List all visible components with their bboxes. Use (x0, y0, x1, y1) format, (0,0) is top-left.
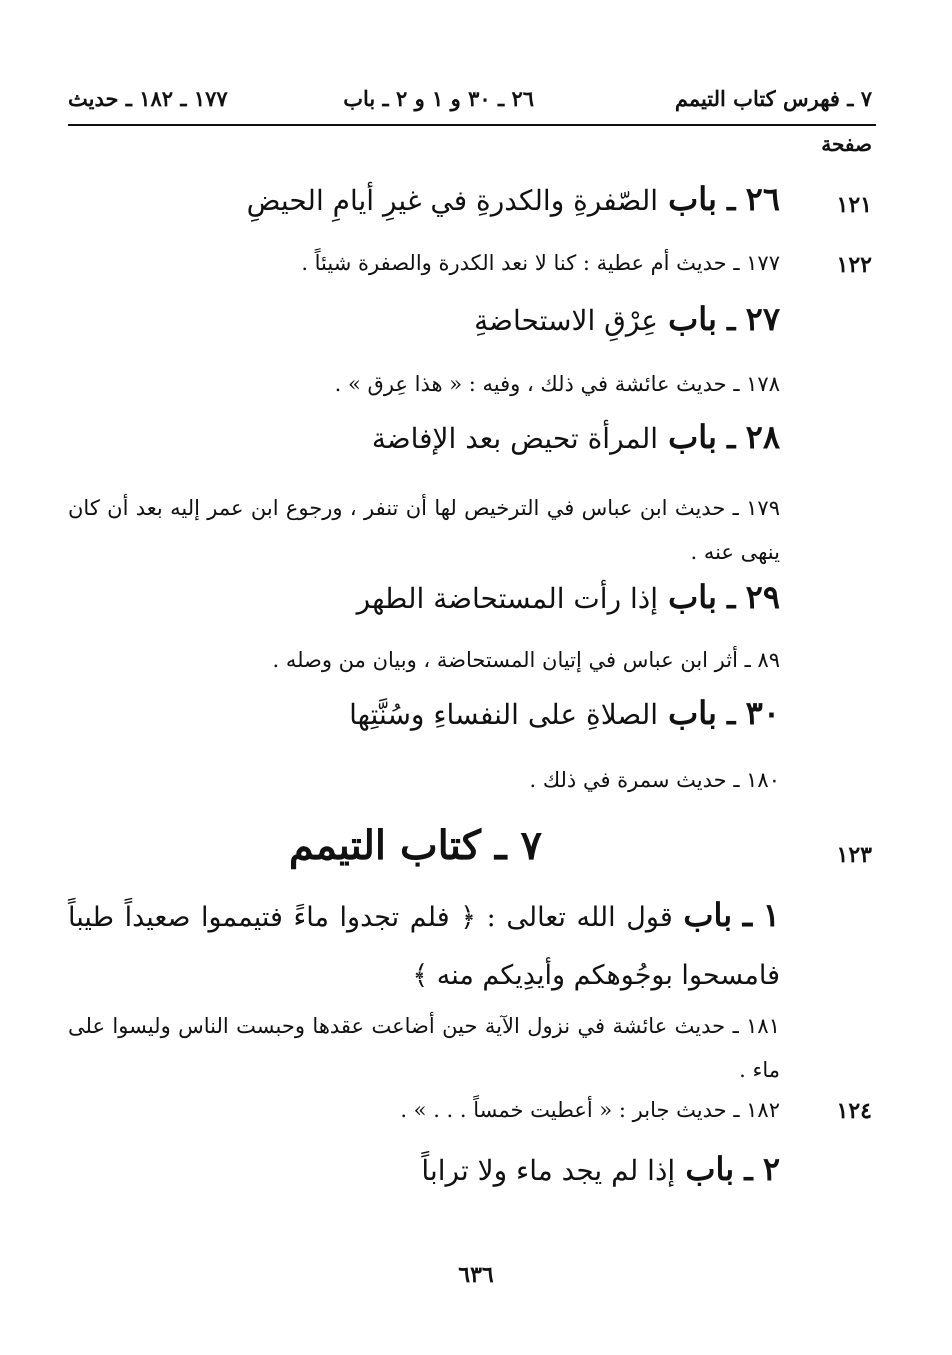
bab-keyword: باب (683, 896, 733, 934)
bab-number: ٢ (762, 1150, 780, 1188)
kitab-number: ٧ (520, 822, 542, 869)
page-ref-123: ١٢٣ (836, 842, 872, 868)
bab-dash: ـ (744, 1153, 753, 1187)
bab-dash: ـ (727, 183, 736, 217)
page-ref-124: ١٢٤ (836, 1098, 872, 1124)
bab-title: الصّفرةِ والكدرةِ في غيرِ أيامِ الحيضِ (246, 184, 659, 217)
bab-number: ٢٦ (745, 180, 780, 218)
page-column-heading: صفحة (821, 132, 872, 156)
bab-number: ٢٩ (745, 578, 780, 616)
kitab-7-heading (289, 822, 542, 869)
bab-dash: ـ (727, 581, 736, 615)
hadith-180: ١٨٠ ـ حديث سمرة في ذلك . (529, 768, 780, 792)
bab-number: ١ (762, 896, 780, 934)
bab-29-heading (357, 578, 780, 616)
bab-dash: ـ (727, 303, 736, 337)
hadith-182: ١٨٢ ـ حديث جابر : « أعطيت خمساً . . . » . (400, 1098, 780, 1122)
hadith-177: ١٧٧ ـ حديث أم عطية : كنا لا نعد الكدرة والصفرة شيئاً . (301, 251, 780, 275)
bab-keyword: باب (668, 300, 717, 338)
bab-number: ٣٠ (745, 694, 780, 732)
bab-number: ٢٨ (745, 418, 780, 456)
page-ref-121: ١٢١ (836, 192, 872, 218)
header-hadith-range: ١٧٧ ـ ١٨٢ ـ حديث (68, 86, 228, 111)
bab-dash: ـ (727, 421, 736, 455)
bab-title: الصلاةِ على النفساءِ وسُنَّتِها (349, 698, 659, 731)
athar-89: ٨٩ ـ أثر ابن عباس في إتيان المستحاضة ، وبيان من وصله . (272, 648, 780, 672)
hadith-178: ١٧٨ ـ حديث عائشة في ذلك ، وفيه : « هذا عِرق » . (334, 372, 780, 396)
bab-dash: ـ (727, 697, 736, 731)
bab-1-heading (68, 886, 780, 1005)
bab-keyword: باب (668, 694, 717, 732)
header-bab-range: ٢٦ ـ ٣٠ و ١ و ٢ ـ باب (343, 86, 534, 111)
bab-title: قول الله تعالى : ﴿ فلم تجدوا ماءً فتيمموا صعيداً طيباً فامسحوا بوجُوهكم وأيدِيكم منه ﴾ (68, 902, 780, 991)
bab-keyword: باب (668, 578, 717, 616)
bab-dash: ـ (742, 896, 753, 934)
bab-title: المرأة تحيض بعد الإفاضة (371, 422, 659, 455)
bab-30-heading (349, 694, 780, 732)
hadith-181: ١٨١ ـ حديث عائشة في نزول الآية حين أضاعت عقدها وحبست الناس وليسوا على ماء . (68, 1014, 780, 1082)
bab-2-heading (421, 1150, 780, 1188)
page-ref-122: ١٢٢ (836, 252, 872, 278)
bab-title: عِرْقِ الاستحاضةِ (474, 304, 659, 337)
bab-title: إذا رأت المستحاضة الطهر (356, 582, 659, 615)
bab-number: ٢٧ (745, 300, 780, 338)
kitab-dash: ـ (494, 822, 507, 869)
bab-26-heading (247, 180, 780, 218)
header-rule (68, 124, 876, 126)
bab-title: إذا لم يجد ماء ولا تراباً (421, 1154, 676, 1187)
bab-keyword: باب (668, 180, 717, 218)
bab-keyword: باب (668, 418, 717, 456)
bab-keyword: باب (685, 1150, 735, 1188)
bab-27-heading (474, 300, 780, 338)
header-chapter-title: ٧ ـ فهرس كتاب التيمم (674, 86, 872, 111)
hadith-179: ١٧٩ ـ حديث ابن عباس في الترخيص لها أن تنفر ، ورجوع ابن عمر إليه بعد أن كان ينهى عنه . (68, 496, 780, 564)
page-number: ٦٣٦ (458, 1262, 494, 1288)
bab-28-heading (372, 418, 780, 456)
kitab-title: كتاب التيمم (288, 822, 481, 869)
